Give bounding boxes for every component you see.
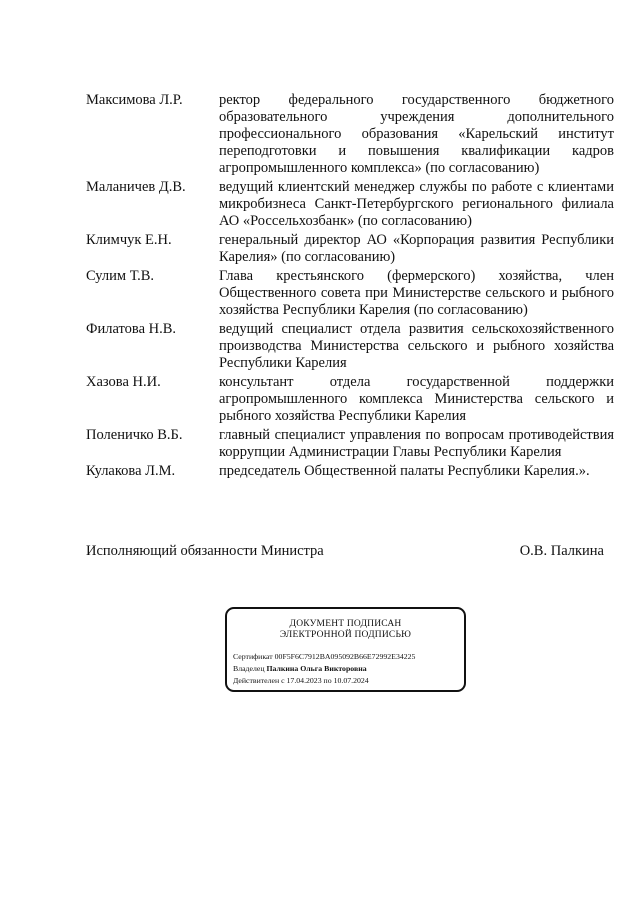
member-name: Максимова Л.Р.	[86, 92, 183, 108]
member-name: Сулим Т.В.	[86, 268, 155, 284]
member-row	[86, 92, 614, 177]
signoff-block	[86, 543, 604, 560]
stamp-title-line: ЭЛЕКТРОННОЙ ПОДПИСЬЮ	[279, 630, 412, 640]
member-role: консультант отдела государственной поддержки агропромышленного комплекса Министерства сельского и рыбного хозяйства Республики Карелия	[219, 374, 614, 424]
stamp-owner-name: Палкина Ольга Викторовна	[266, 664, 367, 673]
member-role: Глава крестьянского (фермерского) хозяйства, член Общественного совета при Министерстве сельского и рыбного хозяйства Республики Карелия (по согласованию)	[219, 268, 614, 318]
member-role: ведущий специалист отдела развития сельскохозяйственного производства Министерства сельского и рыбного хозяйства Республики Карелия	[219, 321, 614, 371]
signatory-position: Исполняющий обязанности Министра	[86, 543, 324, 559]
stamp-owner	[233, 663, 464, 675]
stamp-owner-label: Владелец	[233, 664, 265, 673]
member-row	[86, 427, 614, 461]
stamp-certificate: Сертификат 00F5F6C7912BA095092B66E72992E34225	[233, 652, 416, 661]
stamp-title-line: ДОКУМЕНТ ПОДПИСАН	[289, 619, 402, 629]
member-row	[86, 321, 614, 372]
member-name: Климчук Е.Н.	[86, 232, 172, 248]
member-role: генеральный директор АО «Корпорация развития Республики Карелия» (по согласованию)	[219, 232, 614, 265]
stamp-details	[233, 651, 464, 687]
member-name: Хазова Н.И.	[86, 374, 161, 390]
member-row	[86, 268, 614, 319]
member-name: Филатова Н.В.	[86, 321, 177, 337]
member-row	[86, 463, 614, 480]
member-row	[86, 374, 614, 425]
member-name: Кулакова Л.М.	[86, 463, 176, 479]
electronic-signature-stamp	[225, 607, 466, 692]
member-name: Поленичко В.Б.	[86, 427, 183, 443]
stamp-title	[227, 619, 464, 641]
member-row	[86, 179, 614, 230]
stamp-validity: Действителен с 17.04.2023 по 10.07.2024	[233, 676, 369, 685]
member-row	[86, 232, 614, 266]
member-name: Маланичев Д.В.	[86, 179, 186, 195]
member-role: председатель Общественной палаты Республики Карелия.».	[219, 463, 590, 479]
signatory-name: О.В. Палкина	[519, 543, 604, 559]
member-role: ректор федерального государственного бюджетного образовательного учреждения дополнительного профессионального образования «Карельский институт переподготовки и повышения квалификации кадров агропромышленного комплекса» (по согласованию)	[219, 92, 614, 176]
member-role: главный специалист управления по вопросам противодействия коррупции Администрации Главы Республики Карелия	[219, 427, 614, 460]
member-list	[86, 92, 614, 480]
member-role: ведущий клиентский менеджер службы по работе с клиентами микробизнеса Санкт-Петербургского регионального филиала АО «Россельхозбанк» (по согласованию)	[219, 179, 614, 229]
